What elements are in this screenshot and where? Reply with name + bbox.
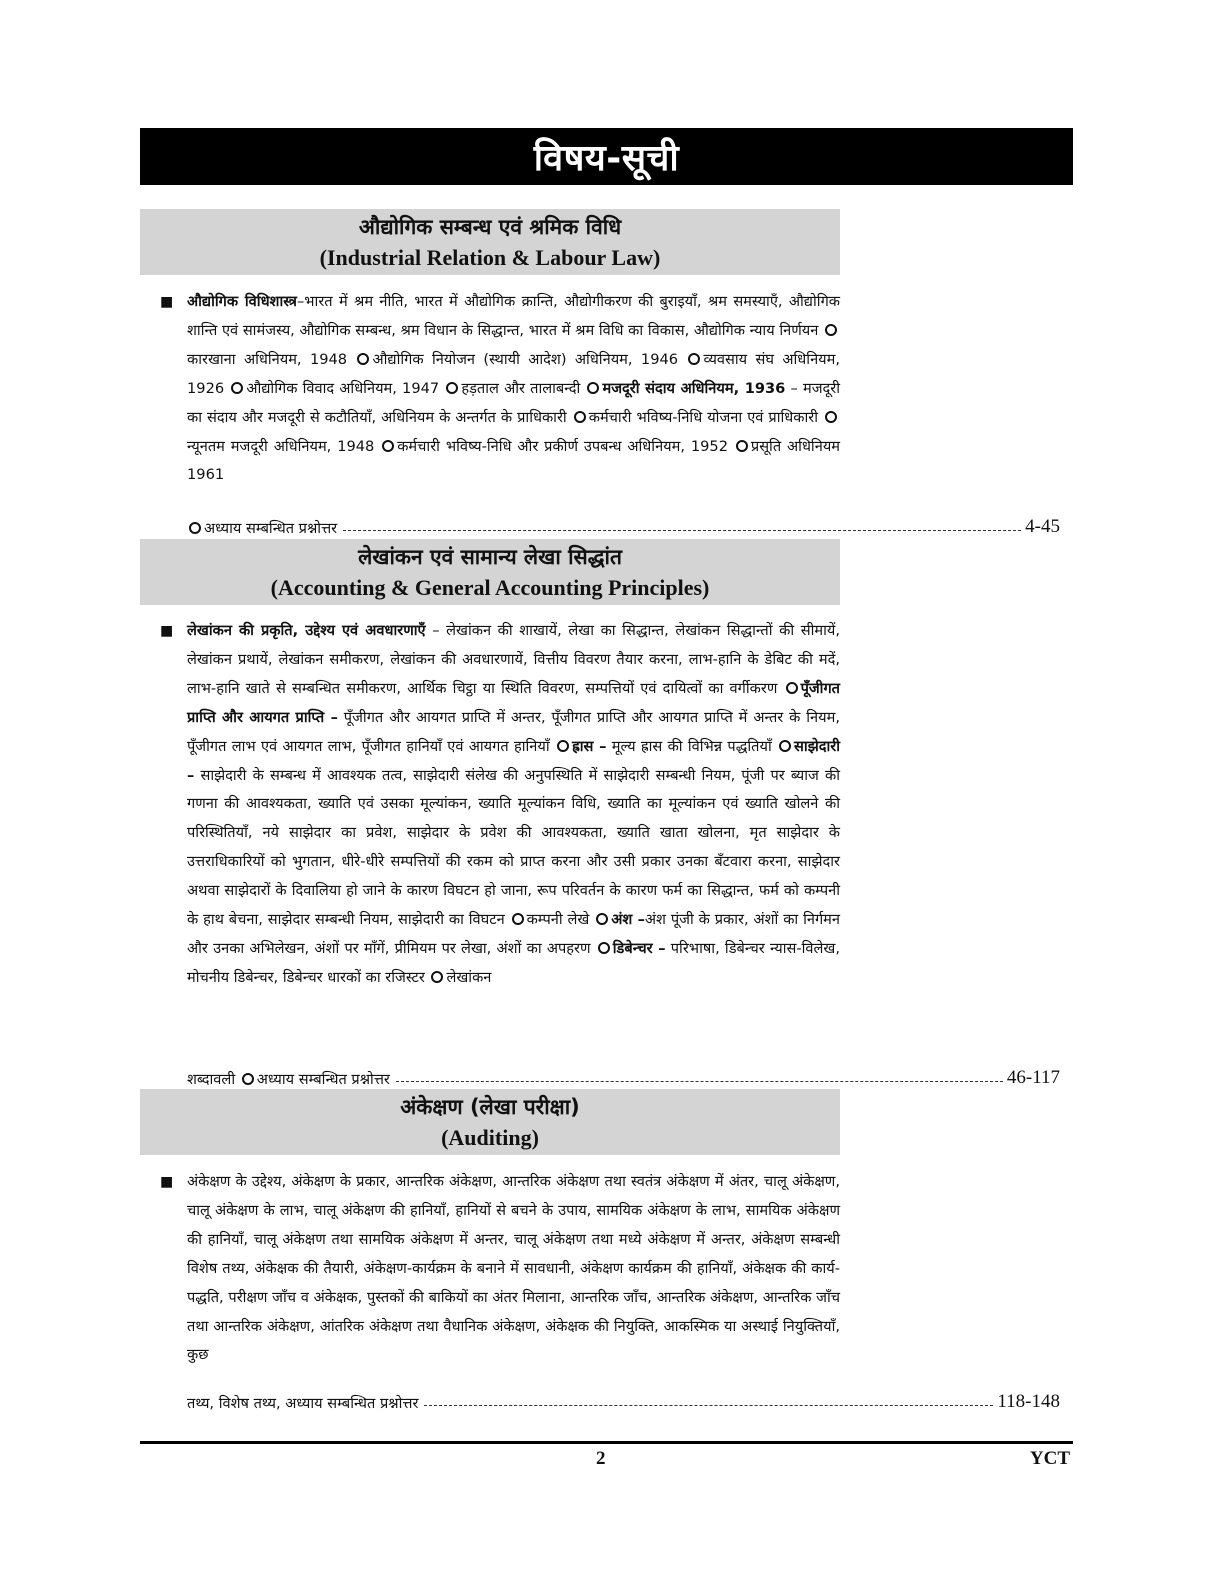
toc-page-range: 46-117	[1006, 1067, 1060, 1088]
dotted-leader	[424, 1405, 993, 1406]
toc-page-range: 118-148	[997, 1391, 1060, 1412]
section-body-auditing	[160, 1168, 840, 1370]
circle-bullet-icon	[688, 353, 700, 365]
circle-bullet-icon	[382, 440, 394, 452]
circle-bullet-icon	[825, 411, 837, 423]
footer-rule	[140, 1441, 1073, 1444]
circle-bullet-icon	[431, 971, 443, 983]
section-title-english: (Accounting & General Accounting Principles)	[270, 575, 710, 600]
circle-bullet-icon	[231, 382, 243, 394]
circle-bullet-icon	[242, 1073, 254, 1085]
circle-bullet-icon	[574, 411, 586, 423]
toc-entry-label: तथ्य, विशेष तथ्य, अध्याय सम्बन्धित प्रश्नोत्तर	[187, 1395, 419, 1412]
circle-bullet-icon	[779, 740, 791, 752]
section-text: औद्योगिक विधिशास्त्र–भारत में श्रम नीति, भारत में औद्योगिक क्रान्ति, औद्योगीकरण की बुराइयाँ, श्रम समस्याएँ, औद्योगिक शान्ति एवं सामंजस्य, औद्योगिक सम्बन्ध, श्रम विधान के सिद्धान्त, भारत में श्रम विधि का विकास, औद्योगिक न्याय निर्णयन कारखाना अधिनियम, 1948 औद्योगिक नियोजन (स्थायी आदेश) अधिनियम, 1946 व्यवसाय संघ अधिनियम, 1926 औद्योगिक विवाद अधिनियम, 1947 हड़ताल और तालाबन्दी मजदूरी संदाय अधिनियम, 1936 – मजदूरी का संदाय और मजदूरी से कटौतियाँ, अधिनियम के अन्तर्गत के प्राधिकारी कर्मचारी भविष्य-निधि योजना एवं प्राधिकारी न्यूनतम मजदूरी अधिनियम, 1948 कर्मचारी भविष्य-निधि और प्रकीर्ण उपबन्ध अधिनियम, 1952 प्रसूति अधिनियम 1961	[187, 293, 841, 484]
toc-entry-label: अध्याय सम्बन्धित प्रश्नोत्तर	[256, 1071, 390, 1088]
dotted-leader	[343, 530, 1021, 531]
publisher-brand: YCT	[1029, 1448, 1070, 1469]
section-text: अंकेक्षण के उद्देश्य, अंकेक्षण के प्रकार, आन्तरिक अंकेक्षण, आन्तरिक अंकेक्षण तथा स्वतंत्र अंकेक्षण में अंतर, चालू अंकेक्षण, चालू अंकेक्षण के लाभ, चालू अंकेक्षण की हानियाँ, हानियों से बचने के उपाय, सामयिक अंकेक्षण के लाभ, सामयिक अंकेक्षण की हानियाँ, चालू अंकेक्षण तथा सामयिक अंकेक्षण में अन्तर, चालू अंकेक्षण तथा मध्ये अंकेक्षण में अन्तर, अंकेक्षण सम्बन्धी विशेष तथ्य, अंकेक्षक की तैयारी, अंकेक्षण-कार्यक्रम के बनाने में सावधानी, अंकेक्षण कार्यक्रम की हानियाँ, अंकेक्षक की कार्य-पद्धति, परीक्षण जाँच व अंकेक्षक, पुस्तकों की बाकियों का अंतर मिलाना, आन्तरिक जाँच, आन्तरिक अंकेक्षण, आन्तरिक जाँच तथा आन्तरिक अंकेक्षण, आंतरिक अंकेक्षण तथा वैधानिक अंकेक्षण, अंकेक्षक की नियुक्ति, आकस्मिक या अस्थाई नियुक्तियाँ, कुछ	[187, 1173, 840, 1364]
toc-entry-label: अध्याय सम्बन्धित प्रश्नोत्तर	[204, 520, 338, 537]
toc-page-range: 4-45	[1025, 516, 1060, 537]
circle-bullet-icon	[357, 353, 369, 365]
circle-bullet-icon	[446, 382, 458, 394]
section-header-auditing	[140, 1089, 840, 1155]
circle-bullet-icon	[596, 913, 608, 925]
section-body-industrial-relation	[160, 288, 840, 490]
section-title-hindi: औद्योगिक सम्बन्ध एवं श्रमिक विधि	[358, 215, 622, 239]
circle-bullet-icon	[598, 942, 610, 954]
circle-bullet-icon	[825, 324, 837, 336]
circle-bullet-icon	[736, 440, 748, 452]
toc-entry-industrial-relation[interactable]	[187, 512, 1060, 538]
section-header-accounting	[140, 539, 840, 605]
toc-entry-auditing[interactable]	[187, 1387, 1060, 1413]
page-title-bar	[140, 128, 1073, 185]
circle-bullet-icon	[557, 740, 569, 752]
circle-bullet-icon	[786, 682, 798, 694]
section-body-accounting	[160, 617, 840, 993]
dotted-leader	[396, 1081, 1003, 1082]
toc-entry-accounting[interactable]	[187, 1063, 1060, 1089]
section-text: लेखांकन की प्रकृति, उद्देश्य एवं अवधारणाएँ – लेखांकन की शाखायें, लेखा का सिद्धान्त, लेखांकन सिद्धान्तों की सीमायें, लेखांकन प्रथायें, लेखांकन समीकरण, लेखांकन की अवधारणायें, वित्तीय विवरण तैयार करना, लाभ-हानि के डेबिट की मदें, लाभ-हानि खाते से सम्बन्धित समीकरण, आर्थिक चिट्ठा या स्थिति विवरण, सम्पत्तियों एवं दायित्वों का वर्गीकरण पूँजीगत प्राप्ति और आयगत प्राप्ति – पूँजीगत और आयगत प्राप्ति में अन्तर, पूँजीगत प्राप्ति और आयगत प्राप्ति में अन्तर के नियम, पूँजीगत लाभ एवं आयगत लाभ, पूँजीगत हानियाँ एवं आयगत हानियाँ ह्रास – मूल्य ह्रास की विभिन्न पद्धतियाँ साझेदारी – साझेदारी के सम्बन्ध में आवश्यक तत्व, साझेदारी संलेख की अनुपस्थिति में साझेदारी सम्बन्धी नियम, पूंजी पर ब्याज की गणना की आवश्यकता, ख्याति एवं उसका मूल्यांकन, ख्याति मूल्यांकन विधि, ख्याति का मूल्यांकन एवं ख्याति खोलने की परिस्थितियाँ, नये साझेदार का प्रवेश, साझेदार के प्रवेश की आवश्यकता, ख्याति खाता खोलना, मृत साझेदार के उत्तराधिकारियों को भुगतान, धीरे-धीरे सम्पत्तियों की रकम को प्राप्त करना और उसी प्रकार उनका बँटवारा करना, साझेदार अथवा साझेदारों के दिवालिया हो जाने के कारण विघटन हो जाना, रूप परिवर्तन के कारण फर्म का सिद्धान्त, फर्म को कम्पनी के हाथ बेचना, साझेदार सम्बन्धी नियम, साझेदारी का विघटन कम्पनी लेखे अंश –अंश पूंजी के प्रकार, अंशों का निर्गमन और उनका अभिलेखन, अंशों पर माँगें, प्रीमियम पर लेखा, अंशों का अपहरण डिबेन्चर – परिभाषा, डिबेन्चर न्यास-विलेख, मोचनीय डिबेन्चर, डिबेन्चर धारकों का रजिस्टर लेखांकन	[187, 622, 841, 986]
section-header-industrial-relation	[140, 209, 840, 275]
toc-entry-label-prefix: शब्दावली	[187, 1071, 236, 1088]
section-title-hindi: लेखांकन एवं सामान्य लेखा सिद्धांत	[358, 545, 622, 569]
page-number: 2	[596, 1448, 606, 1469]
section-title-hindi: अंकेक्षण (लेखा परीक्षा)	[400, 1095, 580, 1119]
circle-bullet-icon	[512, 913, 524, 925]
circle-bullet-icon	[189, 522, 201, 534]
circle-bullet-icon	[587, 382, 599, 394]
page-title: विषय-सूची	[533, 138, 680, 179]
square-bullet-icon: ■	[160, 623, 174, 639]
section-title-english: (Auditing)	[441, 1125, 539, 1150]
square-bullet-icon: ■	[160, 1174, 174, 1190]
square-bullet-icon: ■	[160, 294, 174, 310]
section-title-english: (Industrial Relation & Labour Law)	[319, 245, 661, 270]
